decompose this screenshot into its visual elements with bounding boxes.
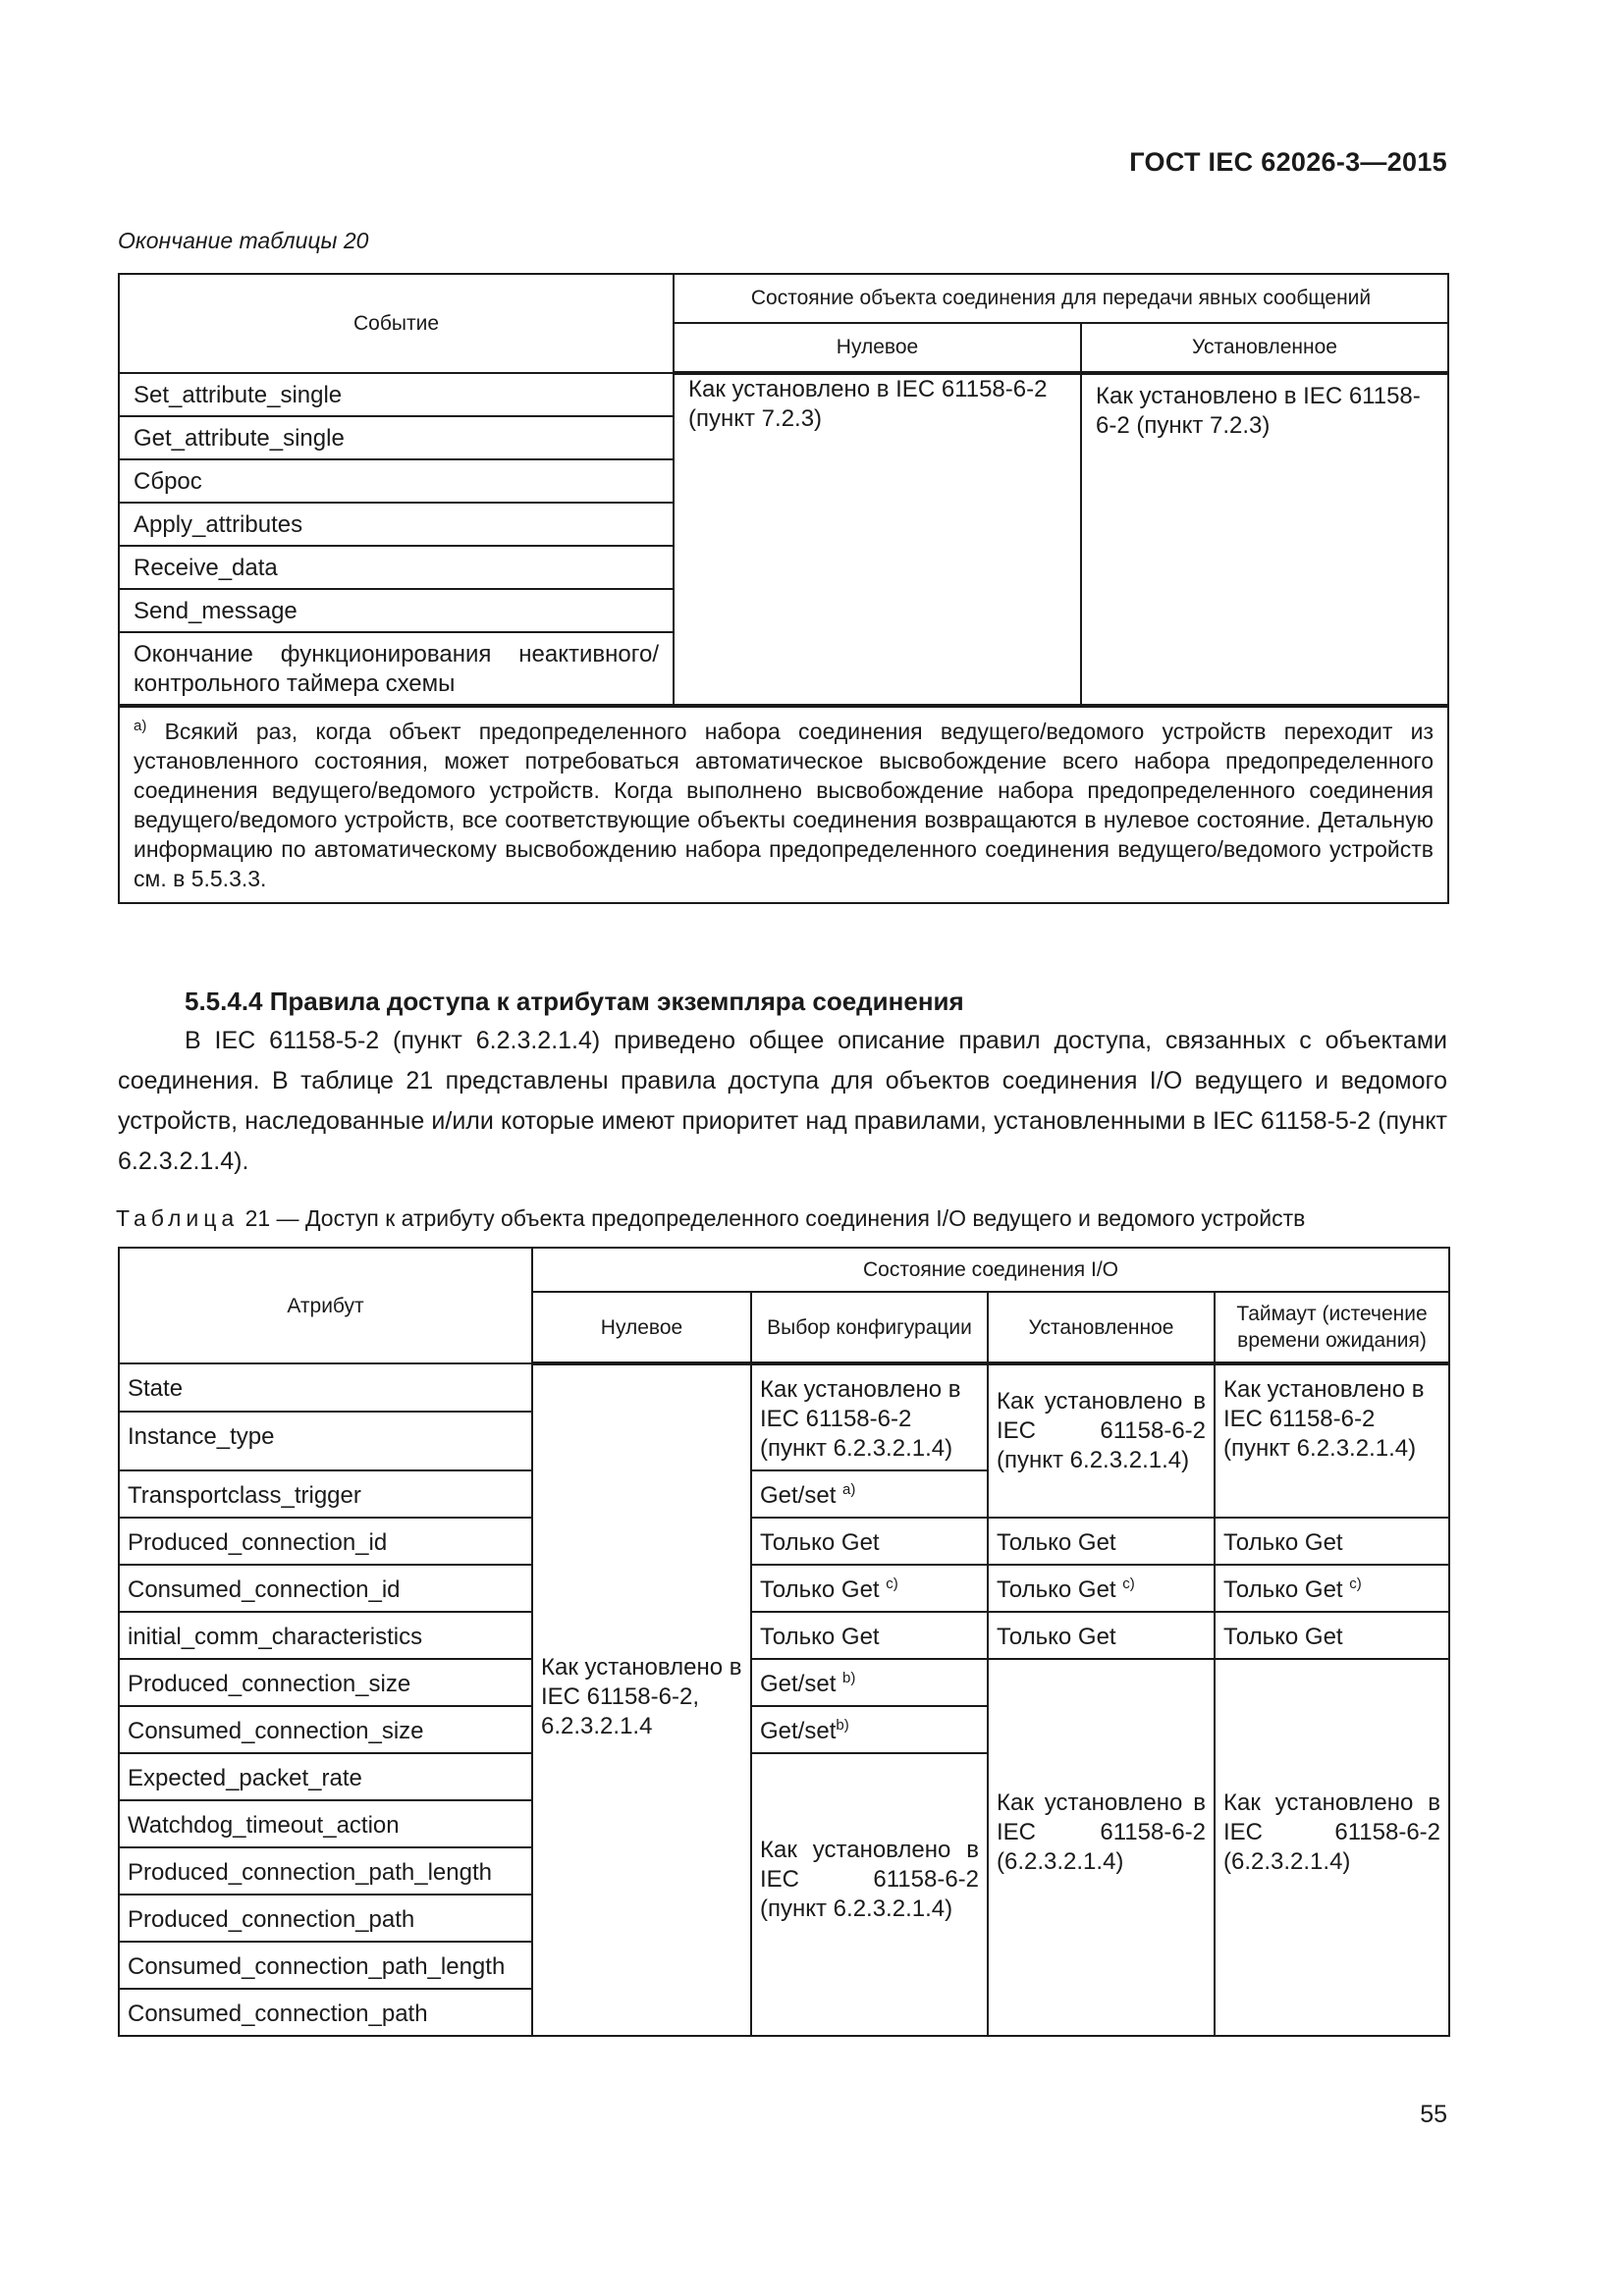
timeout-value-cell	[1215, 1565, 1449, 1612]
col-header-null: Нулевое	[674, 323, 1081, 373]
attribute-cell: Produced_connection_path_length	[119, 1847, 532, 1895]
col-header-attribute: Атрибут	[119, 1248, 532, 1363]
config-value-cell	[751, 1565, 988, 1612]
caption-text: 21 — Доступ к атрибуту объекта предопределенного соединения I/O ведущего и ведомого устройств	[244, 1205, 1306, 1231]
attribute-cell: Instance_type	[119, 1412, 532, 1470]
get-set-text: Get/set	[760, 1671, 837, 1697]
attribute-cell: Consumed_connection_path	[119, 1989, 532, 2036]
col-header-state-group: Состояние соединения I/O	[532, 1248, 1449, 1292]
timeout-value-cell: Как установлено в IEC 61158-6-2 (6.2.3.2.1.4)	[1215, 1659, 1449, 2036]
table-row	[119, 373, 1448, 416]
attribute-cell: Produced_connection_size	[119, 1659, 532, 1706]
table21-caption	[116, 1205, 1305, 1232]
only-get-text: Только Get	[1223, 1576, 1343, 1603]
attribute-cell: initial_comm_characteristics	[119, 1612, 532, 1659]
attribute-cell: Produced_connection_path	[119, 1895, 532, 1942]
col-header-established: Установленное	[988, 1292, 1215, 1363]
established-value-cell: Как установлено в IEC 61158-6-2 (6.2.3.2.1.4)	[988, 1659, 1215, 2036]
config-value-cell	[751, 1706, 988, 1753]
footnote-mark-c: c)	[1122, 1575, 1135, 1592]
event-cell: Сброс	[119, 459, 674, 503]
only-get-text: Только Get	[760, 1576, 880, 1603]
attribute-cell: Produced_connection_id	[119, 1518, 532, 1565]
config-value-cell: Как установлено в IEC 61158-6-2 (пункт 6.2.3.2.1.4)	[751, 1753, 988, 2036]
config-value-cell: Как установлено в IEC 61158-6-2 (пункт 6.2.3.2.1.4)	[751, 1363, 988, 1470]
config-value-cell: Только Get	[751, 1518, 988, 1565]
caption-prefix: Таблица	[116, 1205, 240, 1231]
config-value-cell: Только Get	[751, 1612, 988, 1659]
page-number: 55	[1420, 2101, 1447, 2128]
null-value-cell: Как установлено в IEC 61158-6-2 (пункт 7.2.3)	[674, 373, 1081, 706]
table-20	[118, 273, 1449, 904]
table-row	[119, 1363, 1449, 1412]
event-cell: Receive_data	[119, 546, 674, 589]
table-row	[119, 1518, 1449, 1565]
table20-caption: Окончание таблицы 20	[118, 228, 369, 253]
footnote-mark-c: c)	[886, 1575, 898, 1592]
table-row	[119, 1612, 1449, 1659]
timeout-value-cell: Только Get	[1215, 1518, 1449, 1565]
col-header-timeout: Таймаут (истечение времени ожидания)	[1215, 1292, 1449, 1363]
section-body: В IEC 61158-5-2 (пункт 6.2.3.2.1.4) приведено общее описание правил доступа, связанных с объектами соединения. В таблице 21 представлены правила доступа для объектов соединения I/O ведущего и ведомого устройств, наследованные и/или которые имеют приоритет над правилами, установленными в IEC 61158-5-2 (пункт 6.2.3.2.1.4).	[118, 1027, 1447, 1175]
attribute-cell: Consumed_connection_id	[119, 1565, 532, 1612]
attribute-cell: Expected_packet_rate	[119, 1753, 532, 1800]
table-21	[118, 1247, 1450, 2037]
table-row	[119, 1565, 1449, 1612]
established-value-cell: Как установлено в IEC 61158-6-2 (пункт 7.2.3)	[1081, 373, 1448, 706]
attribute-cell: Transportclass_trigger	[119, 1470, 532, 1518]
null-value-cell: Как установлено в IEC 61158-6-2, 6.2.3.2.1.4	[532, 1363, 751, 2036]
only-get-text: Только Get	[997, 1576, 1116, 1603]
col-header-null: Нулевое	[532, 1292, 751, 1363]
col-header-event: Событие	[119, 274, 674, 373]
section-title: 5.5.4.4 Правила доступа к атрибутам экземпляра соединения	[185, 987, 964, 1016]
table20-footnote	[119, 706, 1448, 903]
col-header-state-group: Состояние объекта соединения для передачи явных сообщений	[674, 274, 1448, 323]
event-cell: Set_attribute_single	[119, 373, 674, 416]
footnote-mark-c: c)	[1349, 1575, 1362, 1592]
config-value-cell	[751, 1659, 988, 1706]
established-value-cell: Как установлено в IEC 61158-6-2 (пункт 6.2.3.2.1.4)	[988, 1363, 1215, 1518]
col-header-config: Выбор конфигурации	[751, 1292, 988, 1363]
established-value-cell: Только Get	[988, 1518, 1215, 1565]
event-cell: Get_attribute_single	[119, 416, 674, 459]
footnote-mark-b: b)	[836, 1717, 849, 1734]
attribute-cell: State	[119, 1363, 532, 1412]
event-cell: Apply_attributes	[119, 503, 674, 546]
get-set-text: Get/set	[760, 1718, 837, 1744]
timeout-value-cell: Только Get	[1215, 1612, 1449, 1659]
attribute-cell: Consumed_connection_path_length	[119, 1942, 532, 1989]
timeout-value-cell: Как установлено в IEC 61158-6-2 (пункт 6.2.3.2.1.4)	[1215, 1363, 1449, 1518]
table-row	[119, 1659, 1449, 1706]
document-header: ГОСТ IEC 62026-3—2015	[1129, 147, 1447, 177]
footnote-mark-a: a)	[842, 1481, 856, 1498]
established-value-cell	[988, 1565, 1215, 1612]
get-set-text: Get/set	[760, 1482, 837, 1509]
event-cell: Send_message	[119, 589, 674, 632]
established-value-cell: Только Get	[988, 1612, 1215, 1659]
event-cell: Окончание функционирования неактивного/ контрольного таймера схемы	[119, 632, 674, 706]
config-value-cell	[751, 1470, 988, 1518]
col-header-established: Установленное	[1081, 323, 1448, 373]
footnote-text: Всякий раз, когда объект предопределенного набора соединения ведущего/ведомого устройств переходит из установленного состояния, может потребоваться автоматическое высвобождение всего набора предопределенного соединения ведущего/ведомого устройств. Когда выполнено высвобождение набора предопределенного соединения ведущего/ведомого устройств, все соответствующие объекты соединения возвращаются в нулевое состояние. Детальную информацию по автоматическому высвобождению набора предопределенного соединения ведущего/ведомого устройств см. в 5.5.3.3.	[134, 719, 1435, 891]
footnote-mark-b: b)	[842, 1670, 856, 1686]
attribute-cell: Consumed_connection_size	[119, 1706, 532, 1753]
footnote-mark: a)	[134, 718, 147, 734]
attribute-cell: Watchdog_timeout_action	[119, 1800, 532, 1847]
